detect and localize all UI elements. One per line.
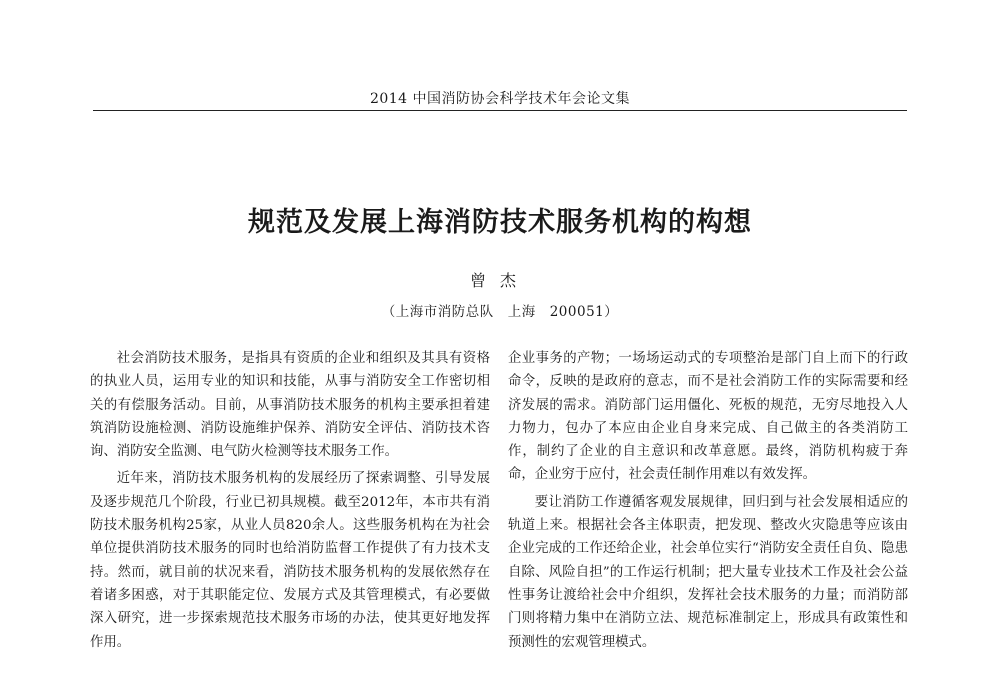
running-header: 2014 中国消防协会科学技术年会论文集 — [369, 91, 631, 107]
body-paragraph: 社会消防技术服务，是指具有资质的企业和组织及其具有资格的执业人员，运用专业的知识和技能，从事与消防安全工作密切相关的有偿服务活动。目前，从事消防技术服务的机构主要承担着建筑消防设施检测、消防设施维护保养、消防安全评估、消防技术咨询、消防安全监测、电气防火检测等技术服务工作。 — [90, 351, 490, 460]
article-title: 规范及发展上海消防技术服务机构的构想 — [248, 207, 752, 238]
header-divider — [93, 110, 907, 111]
author-name: 曾杰 — [469, 271, 530, 290]
body-left-column — [90, 347, 490, 658]
body-paragraph: 企业事务的产物；一场场运动式的专项整治是部门自上而下的行政命令，反映的是政府的意志，而不是社会消防工作的实际需要和经济发展的需求。消防部门运用僵化、死板的规范，无穷尽地投入人力物力，包办了本应由企业自身来完成、自己做主的各类消防工作，制约了企业的自主意识和改革意愿。最终，消防机构疲于奔命，企业穷于应付，社会责任制作用难以有效发挥。 — [508, 351, 908, 483]
author-affiliation: （上海市消防总队 上海 200051） — [381, 304, 619, 320]
body-paragraph: 要让消防工作遵循客观发展规律，回归到与社会发展相适应的轨道上来。根据社会各主体职责，把发现、整改火灾隐患等应该由企业完成的工作还给企业，社会单位实行“消防安全责任自负、隐患自除、风险自担”的工作运行机制；把大量专业技术工作及社会公益性事务让渡给社会中介组织，发挥社会技术服务的力量；而消防部门则将精力集中在消防立法、规范标准制定上，形成具有政策性和预测性的宏观管理模式。 — [508, 494, 908, 650]
body-right-column — [508, 347, 908, 658]
body-paragraph: 近年来，消防技术服务机构的发展经历了探索调整、引导发展及逐步规范几个阶段，行业已初具规模。截至2012年，本市共有消防技术服务机构25家，从业人员820余人。这些服务机构在为社会单位提供消防技术服务的同时也给消防监督工作提供了有力技术支持。然而，就目前的状况来看，消防技术服务机构的发展依然存在着诸多困惑，对于其职能定位、发展方式及其管理模式，有必要做深入研究，进一步探索规范技术服务市场的办法，使其更好地发挥作用。 — [90, 471, 490, 650]
